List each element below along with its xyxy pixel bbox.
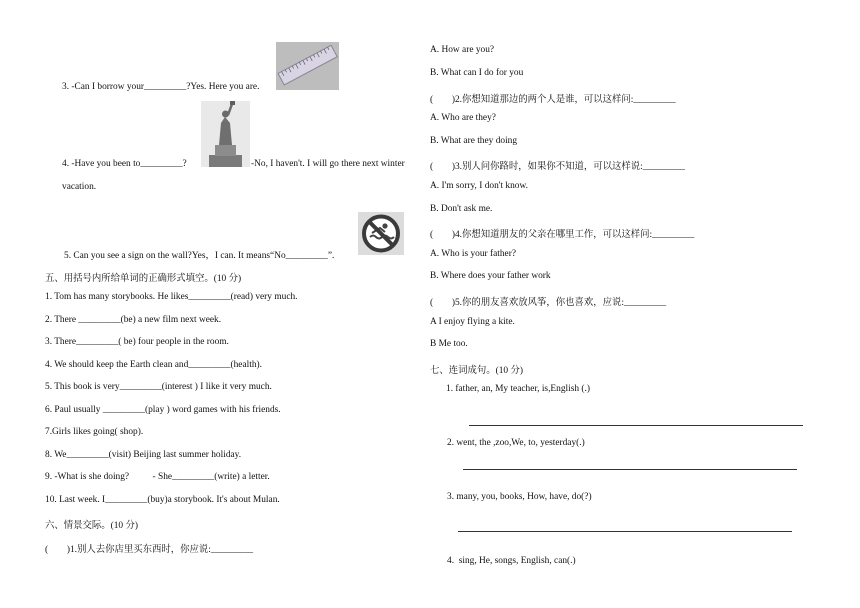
- section-7-item: 2. went, the ,zoo,We, to, yesterday(.): [447, 438, 585, 448]
- section-5-item: 5. This book is very_________(interest ) I like it very much.: [45, 382, 272, 392]
- question-4-part-c: vacation.: [62, 182, 97, 192]
- question-4-part-a: 4. -Have you been to_________?: [62, 159, 187, 169]
- option-line: A. I'm sorry, I don't know.: [430, 181, 528, 191]
- section-5-title: 五、用括号内所给单词的正确形式填空。(10 分): [45, 274, 242, 284]
- option-line: B. What are they doing: [430, 136, 518, 146]
- option-line: A. How are you?: [430, 45, 495, 55]
- answer-line[interactable]: [458, 531, 792, 532]
- section-7-item: 3. many, you, books, How, have, do(?): [447, 492, 592, 502]
- no-swimming-sign: [358, 212, 404, 255]
- question-4-part-b: -No, I haven't. I will go there next winter: [251, 159, 405, 169]
- section-5-item: 3. There_________( be) four people in the room.: [45, 337, 229, 347]
- answer-line[interactable]: [463, 469, 797, 470]
- option-line: A I enjoy flying a kite.: [430, 317, 515, 327]
- section-7-title: 七、连词成句。(10 分): [430, 366, 523, 376]
- option-line: B Me too.: [430, 339, 468, 349]
- section-6-question-1: ( )1.别人去你店里买东西时，你应说:_________: [45, 545, 254, 555]
- answer-line[interactable]: [469, 425, 803, 426]
- question-line: ( )3.别人问你路时，如果你不知道，可以这样说:_________: [430, 162, 685, 172]
- option-line: A. Who are they?: [430, 113, 496, 123]
- option-line: B. Don't ask me.: [430, 204, 493, 214]
- question-3: 3. -Can I borrow your_________?Yes. Here you are.: [62, 82, 260, 92]
- section-5-item: 6. Paul usually _________(play ) word games with his friends.: [45, 405, 281, 415]
- question-line: ( )5.你的朋友喜欢放风筝，你也喜欢，应说:_________: [430, 298, 667, 308]
- option-line: A. Who is your father?: [430, 249, 516, 259]
- statue-of-liberty-photo: [201, 101, 250, 167]
- section-7-item: 4. sing, He, songs, English, can(.): [447, 556, 576, 566]
- question-5: 5. Can you see a sign on the wall?Yes，I can. It means“No_________”.: [64, 251, 335, 261]
- ruler-photo: [276, 42, 339, 90]
- section-5-item: 9. -What is she doing? - She_________(write) a letter.: [45, 472, 270, 482]
- option-line: B. Where does your father work: [430, 271, 551, 281]
- section-6-title: 六、情景交际。(10 分): [45, 521, 138, 531]
- question-line: ( )2.你想知道那边的两个人是谁，可以这样问:_________: [430, 95, 676, 105]
- section-5-item: 2. There _________(be) a new film next week.: [45, 315, 222, 325]
- option-line: B. What can I do for you: [430, 68, 524, 78]
- question-line: ( )4.你想知道朋友的父亲在哪里工作，可以这样问:_________: [430, 230, 695, 240]
- section-7-item: 1. father, an, My teacher, is,English (.): [446, 384, 590, 394]
- section-5-item: 10. Last week. I_________(buy)a storybook. It's about Mulan.: [45, 495, 280, 505]
- section-5-item: 7.Girls likes going( shop).: [45, 427, 144, 437]
- section-5-item: 4. We should keep the Earth clean and_________(health).: [45, 360, 262, 370]
- section-5-item: 1. Tom has many storybooks. He likes_________(read) very much.: [45, 292, 298, 302]
- section-5-item: 8. We_________(visit) Beijing last summer holiday.: [45, 450, 242, 460]
